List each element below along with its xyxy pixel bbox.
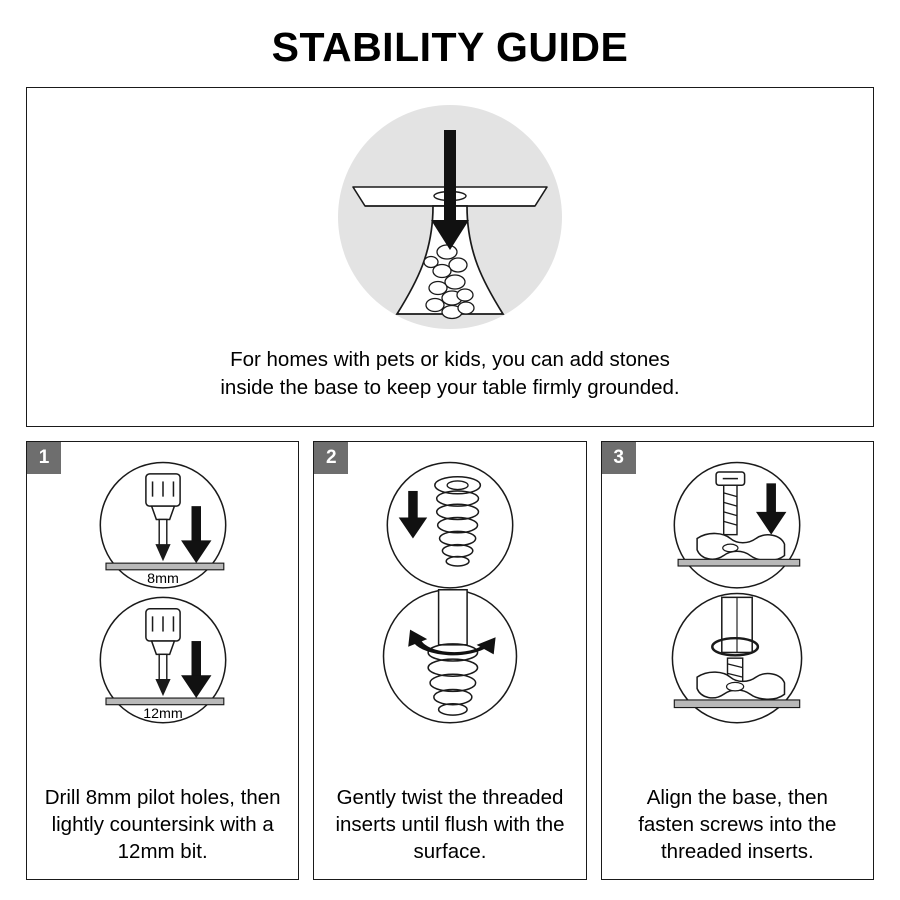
step-1-label-bottom: 12mm <box>142 706 183 723</box>
step-number-badge-3: 3 <box>602 442 636 474</box>
threaded-insert-twist-illustration <box>314 452 585 742</box>
steps-row <box>26 441 874 880</box>
step-number-badge-1: 1 <box>27 442 61 474</box>
hero-caption <box>190 346 709 401</box>
step-caption-1: Drill 8mm pilot holes, then lightly countersink with a 12mm bit. <box>44 785 281 863</box>
step-1-label-top: 8mm <box>146 571 179 588</box>
step-card-1 <box>26 441 299 880</box>
hero-panel <box>26 87 874 427</box>
hero-caption-line-1: For homes with pets or kids, you can add stones <box>230 348 670 372</box>
step-number-badge-2: 2 <box>314 442 348 474</box>
drill-pilot-holes-illustration <box>27 452 298 742</box>
table-base-with-stones-illustration <box>325 102 575 342</box>
hero-caption-line-2: inside the base to keep your table firmly grounded. <box>220 375 680 399</box>
fasten-screws-into-inserts-illustration <box>602 452 873 742</box>
page-title: STABILITY GUIDE <box>271 24 629 70</box>
step-caption-3: Align the base, then fasten screws into the threaded inserts. <box>638 785 837 863</box>
step-card-2 <box>313 441 586 880</box>
step-card-3 <box>601 441 874 880</box>
step-caption-2: Gently twist the threaded inserts until flush with the surface. <box>335 785 565 863</box>
